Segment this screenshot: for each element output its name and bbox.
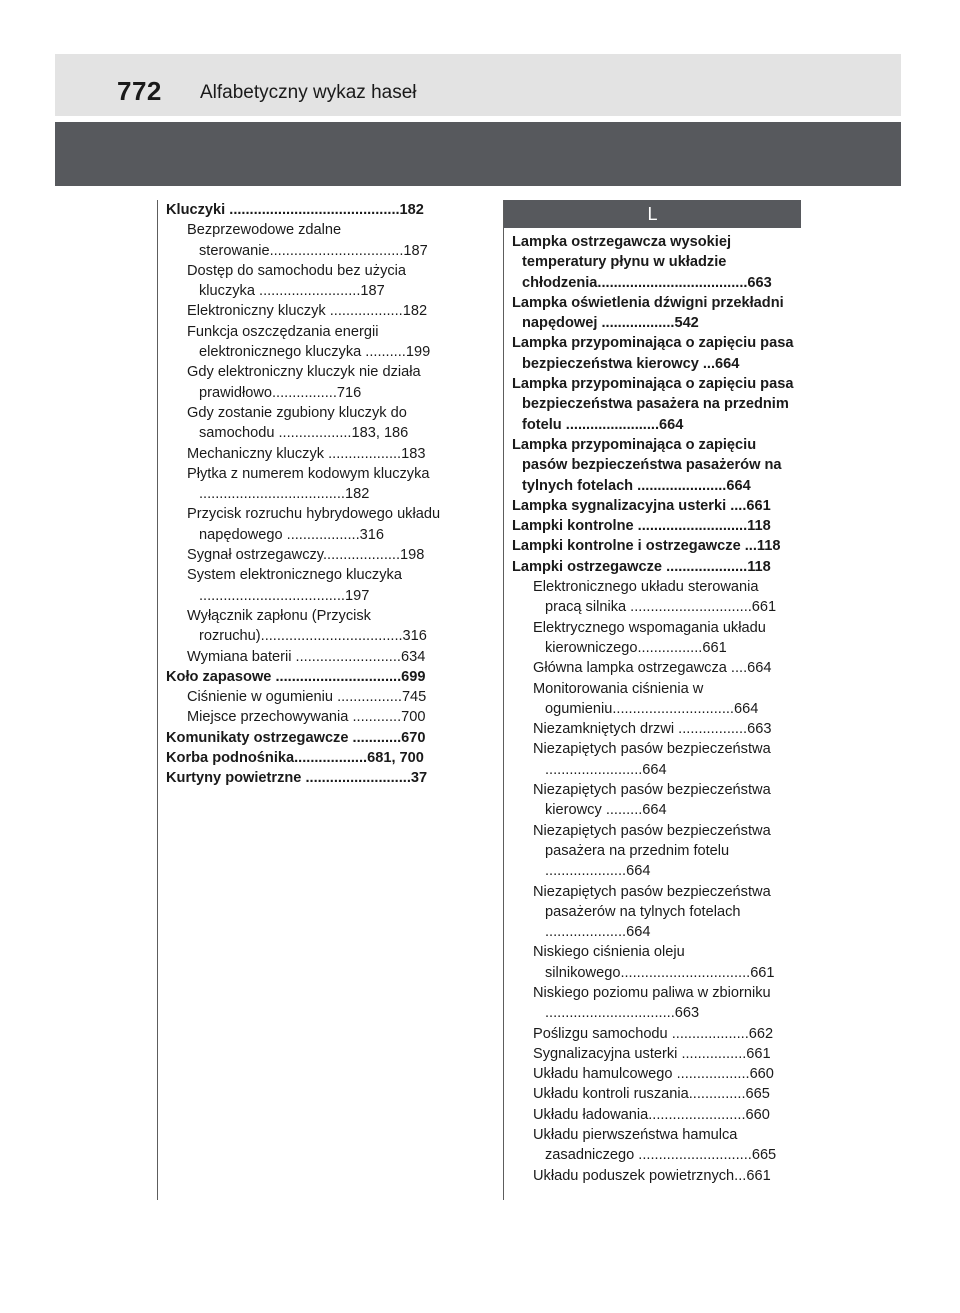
index-subentry: Ciśnienie w ogumieniu ................745 [187,689,427,706]
index-subentry: Układu hamulcowego ..................660 [533,1066,774,1083]
index-entry: Lampka przypominająca o zapięciu pasa bezpieczeństwa pasażera na przednim fotelu .......................664 [512,376,794,433]
index-subentry: System elektronicznego kluczyka ....................................197 [187,567,402,604]
index-subentry: Niezapiętych pasów bezpieczeństwa pasażera na przednim fotelu ....................664 [533,822,771,880]
index-subentry: Elektrycznego wspomagania układu kierowniczego................661 [533,619,766,656]
left-column-rule [157,200,158,1200]
index-subentry: Układu poduszek powietrznych...661 [533,1167,771,1184]
index-subentry: Niskiego ciśnienia oleju silnikowego................................661 [533,944,775,981]
index-subentry: Układu pierwszeństwa hamulca zasadniczego ............................665 [533,1127,777,1164]
index-entry: Lampka oświetlenia dźwigni przekładni napędowej ..................542 [512,294,784,332]
page-title: Alfabetyczny wykaz haseł [200,82,417,103]
index-subentry: Gdy zostanie zgubiony kluczyk do samochodu ..................183, 186 [187,404,409,442]
page-number: 772 [117,76,162,106]
index-subentry: Dostęp do samochodu bez użycia kluczyka .........................187 [187,262,407,300]
letter-section-header: L [504,200,801,228]
index-entry: Lampki kontrolne ...........................118 [512,518,771,535]
index-subentry: Wymiana baterii ..........................634 [187,648,426,665]
index-entry: Lampka ostrzegawcza wysokiej temperatury płynu w układzie chłodzenia.....................................663 [512,234,772,291]
index-subentry: Mechaniczny kluczyk ..................183 [187,445,426,462]
index-subentry: Miejsce przechowywania ............700 [187,709,426,726]
index-subentry: Przycisk rozruchu hybrydowego układu napędowego ..................316 [187,506,441,543]
index-entry: Kurtyny powietrzne ..........................37 [166,770,428,787]
index-subentry: Układu kontroli ruszania..............665 [533,1086,770,1103]
index-subentry: Elektronicznego układu sterowania pracą silnika ..............................661 [533,579,777,616]
index-entry: Lampki kontrolne i ostrzegawcze ...118 [512,538,781,555]
index-subentry: Niezapiętych pasów bezpieczeństwa kierowcy .........664 [533,782,771,819]
index-entry: Korba podnośnika..................681, 700 [166,750,424,767]
index-subentry: Układu ładowania........................660 [533,1106,770,1123]
left-index-column [166,200,450,789]
right-index-column [512,232,797,1186]
index-subentry: Monitorowania ciśnienia w ogumieniu..............................664 [533,680,759,717]
index-entry: Komunikaty ostrzegawcze ............670 [166,729,426,746]
index-entry: Lampka przypominająca o zapięciu pasa bezpieczeństwa kierowcy ...664 [512,335,794,372]
index-subentry: Główna lampka ostrzegawcza ....664 [533,660,772,677]
section-band [55,122,901,186]
index-entry: Kluczyki ..........................................182 [166,202,424,218]
header-band [55,54,901,116]
index-entry: Lampki ostrzegawcze ....................118 [512,558,771,575]
index-entry: Koło zapasowe ...............................699 [166,668,426,685]
middle-column-rule [503,200,504,1200]
index-subentry: Niezapiętych pasów bezpieczeństwa pasażerów na tylnych fotelach ....................664 [533,883,771,941]
index-subentry: Niezapiętych pasów bezpieczeństwa ........................664 [533,741,771,778]
index-subentry: Bezprzewodowe zdalne sterowanie.................................187 [187,222,428,259]
index-subentry: Płytka z numerem kodowym kluczyka ....................................182 [187,465,430,503]
index-subentry: Niskiego poziomu paliwa w zbiorniku ................................663 [533,984,771,1022]
index-subentry: Poślizgu samochodu ...................662 [533,1025,774,1042]
index-entry: Lampka przypominająca o zapięciu pasów bezpieczeństwa pasażerów na tylnych fotelach ......................664 [512,436,782,494]
index-subentry: Elektroniczny kluczyk ..................182 [187,303,428,320]
index-entry: Lampka sygnalizacyjna usterki ....661 [512,497,771,514]
index-subentry: Wyłącznik zapłonu (Przycisk rozruchu)...................................316 [187,607,427,645]
index-subentry: Gdy elektroniczny kluczyk nie działa prawidłowo................716 [187,364,421,401]
index-subentry: Niezamkniętych drzwi .................663 [533,721,772,738]
index-subentry: Sygnał ostrzegawczy...................198 [187,547,425,564]
index-subentry: Sygnalizacyjna usterki ................661 [533,1045,771,1062]
index-subentry: Funkcja oszczędzania energii elektronicznego kluczyka ..........199 [187,323,431,361]
